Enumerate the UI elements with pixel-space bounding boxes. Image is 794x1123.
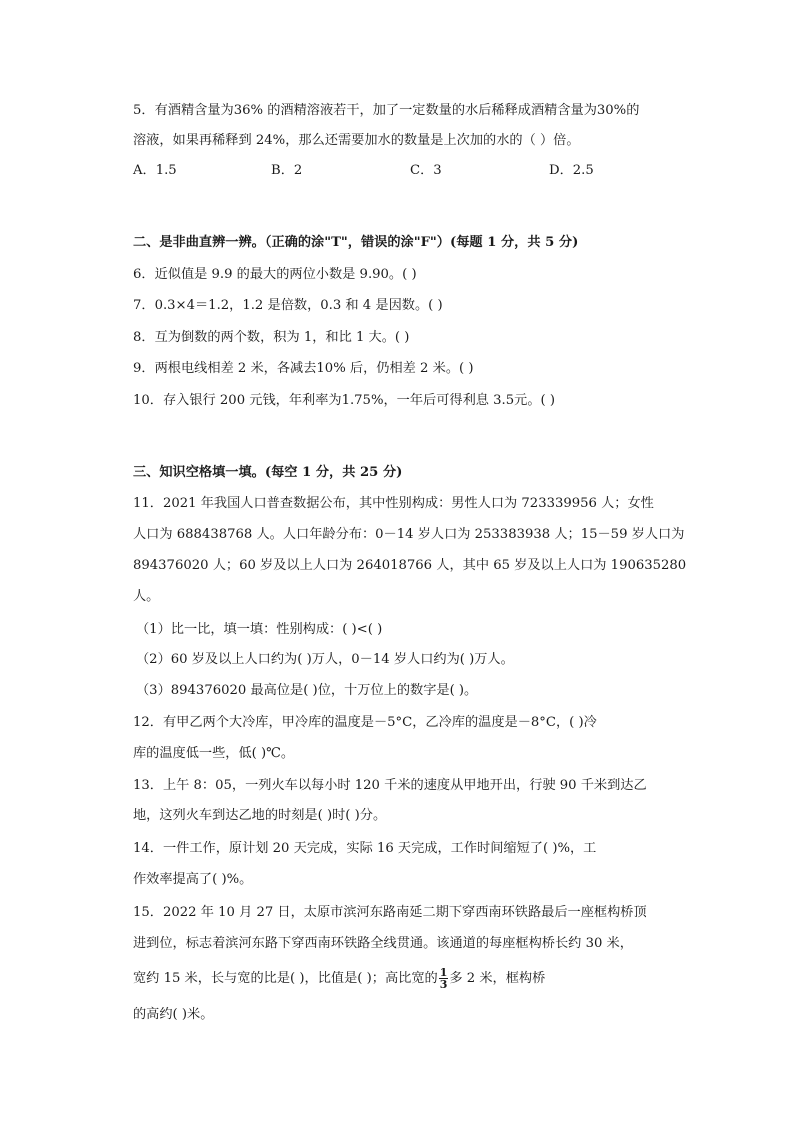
q15-line-3-end: 多 2 米，框构桥 bbox=[449, 971, 546, 986]
q8-text: 8．互为倒数的两个数，积为 1，和比 1 大。( ) bbox=[133, 330, 410, 345]
q15-line-3 bbox=[133, 967, 545, 990]
q11-line-4: 人。 bbox=[133, 589, 160, 604]
q13-line-2: 地，这列火车到达乙地的时刻是( )时( )分。 bbox=[133, 808, 387, 823]
q5-option-a: A．1.5 bbox=[133, 163, 177, 178]
section-3-heading: 三、知识空格填一填。(每空 1 分，共 25 分) bbox=[133, 465, 403, 480]
q11-sub-1: （1）比一比，填一填：性别构成：( )<( ) bbox=[136, 622, 383, 637]
q10-text: 10．存入银行 200 元钱，年利率为1.75%，一年后可得利息 3.5元。( ) bbox=[133, 393, 555, 408]
q11-line-1: 11．2021 年我国人口普查数据公布，其中性别构成：男性人口为 723339956 人；女性 bbox=[133, 496, 654, 511]
q5-option-b: B．2 bbox=[271, 163, 303, 178]
q7-text: 7．0.3×4＝1.2，1.2 是倍数，0.3 和 4 是因数。( ) bbox=[133, 298, 443, 313]
one-third-fraction bbox=[439, 967, 449, 990]
q14-line-1: 14．一件工作，原计划 20 天完成，实际 16 天完成，工作时间缩短了( )%，工 bbox=[133, 841, 597, 856]
fraction-numerator: 1 bbox=[439, 966, 448, 979]
q9-text: 9．两根电线相差 2 米，各减去10% 后，仍相差 2 米。( ) bbox=[133, 361, 474, 376]
q11-sub-2: （2）60 岁及以上人口约为( )万人，0－14 岁人口约为( )万人。 bbox=[136, 652, 514, 667]
q5-option-d: D．2.5 bbox=[549, 163, 594, 178]
q14-line-2: 作效率提高了( )%。 bbox=[133, 872, 253, 887]
q15-line-3-start: 宽约 15 米，长与宽的比是( )，比值是( )；高比宽的 bbox=[133, 971, 438, 986]
q12-line-2: 库的温度低一些，低( )℃。 bbox=[133, 746, 295, 761]
q6-text: 6．近似值是 9.9 的最大的两位小数是 9.90。( ) bbox=[133, 267, 417, 282]
q11-sub-3: （3）894376020 最高位是( )位，十万位上的数字是( )。 bbox=[136, 683, 478, 698]
q13-line-1: 13．上午 8：05，一列火车以每小时 120 千米的速度从甲地开出，行驶 90 千米到达乙 bbox=[133, 778, 647, 793]
fraction-denominator: 3 bbox=[439, 978, 448, 991]
q11-line-3: 894376020 人；60 岁及以上人口为 264018766 人，其中 65 岁及以上人口为 190635280 bbox=[133, 558, 687, 573]
q12-line-1: 12．有甲乙两个大冷库，甲冷库的温度是－5°C，乙冷库的温度是－8°C，( )冷 bbox=[133, 715, 597, 730]
q5-line-2: 溶液，如果再稀释到 24%，那么还需要加水的数量是上次加的水的（ ）倍。 bbox=[133, 133, 580, 148]
q11-line-2: 人口为 688438768 人。人口年龄分布：0－14 岁人口为 253383938 人；15－59 岁人口为 bbox=[133, 527, 685, 542]
section-2-heading: 二、是非曲直辨一辨。（正确的涂"T"，错误的涂"F"）(每题 1 分，共 5 分) bbox=[133, 235, 579, 250]
q15-line-1: 15．2022 年 10 月 27 日，太原市滨河东路南延二期下穿西南环铁路最后一座框构桥顶 bbox=[133, 905, 647, 920]
q5-line-1: 5．有酒精含量为36% 的酒精溶液若干，加了一定数量的水后稀释成酒精含量为30%的 bbox=[133, 103, 640, 118]
q15-line-2: 进到位，标志着滨河东路下穿西南环铁路全线贯通。该通道的每座框构桥长约 30 米， bbox=[133, 936, 633, 951]
q5-option-c: C．3 bbox=[410, 163, 442, 178]
q15-line-4: 的高约( )米。 bbox=[133, 1007, 214, 1022]
